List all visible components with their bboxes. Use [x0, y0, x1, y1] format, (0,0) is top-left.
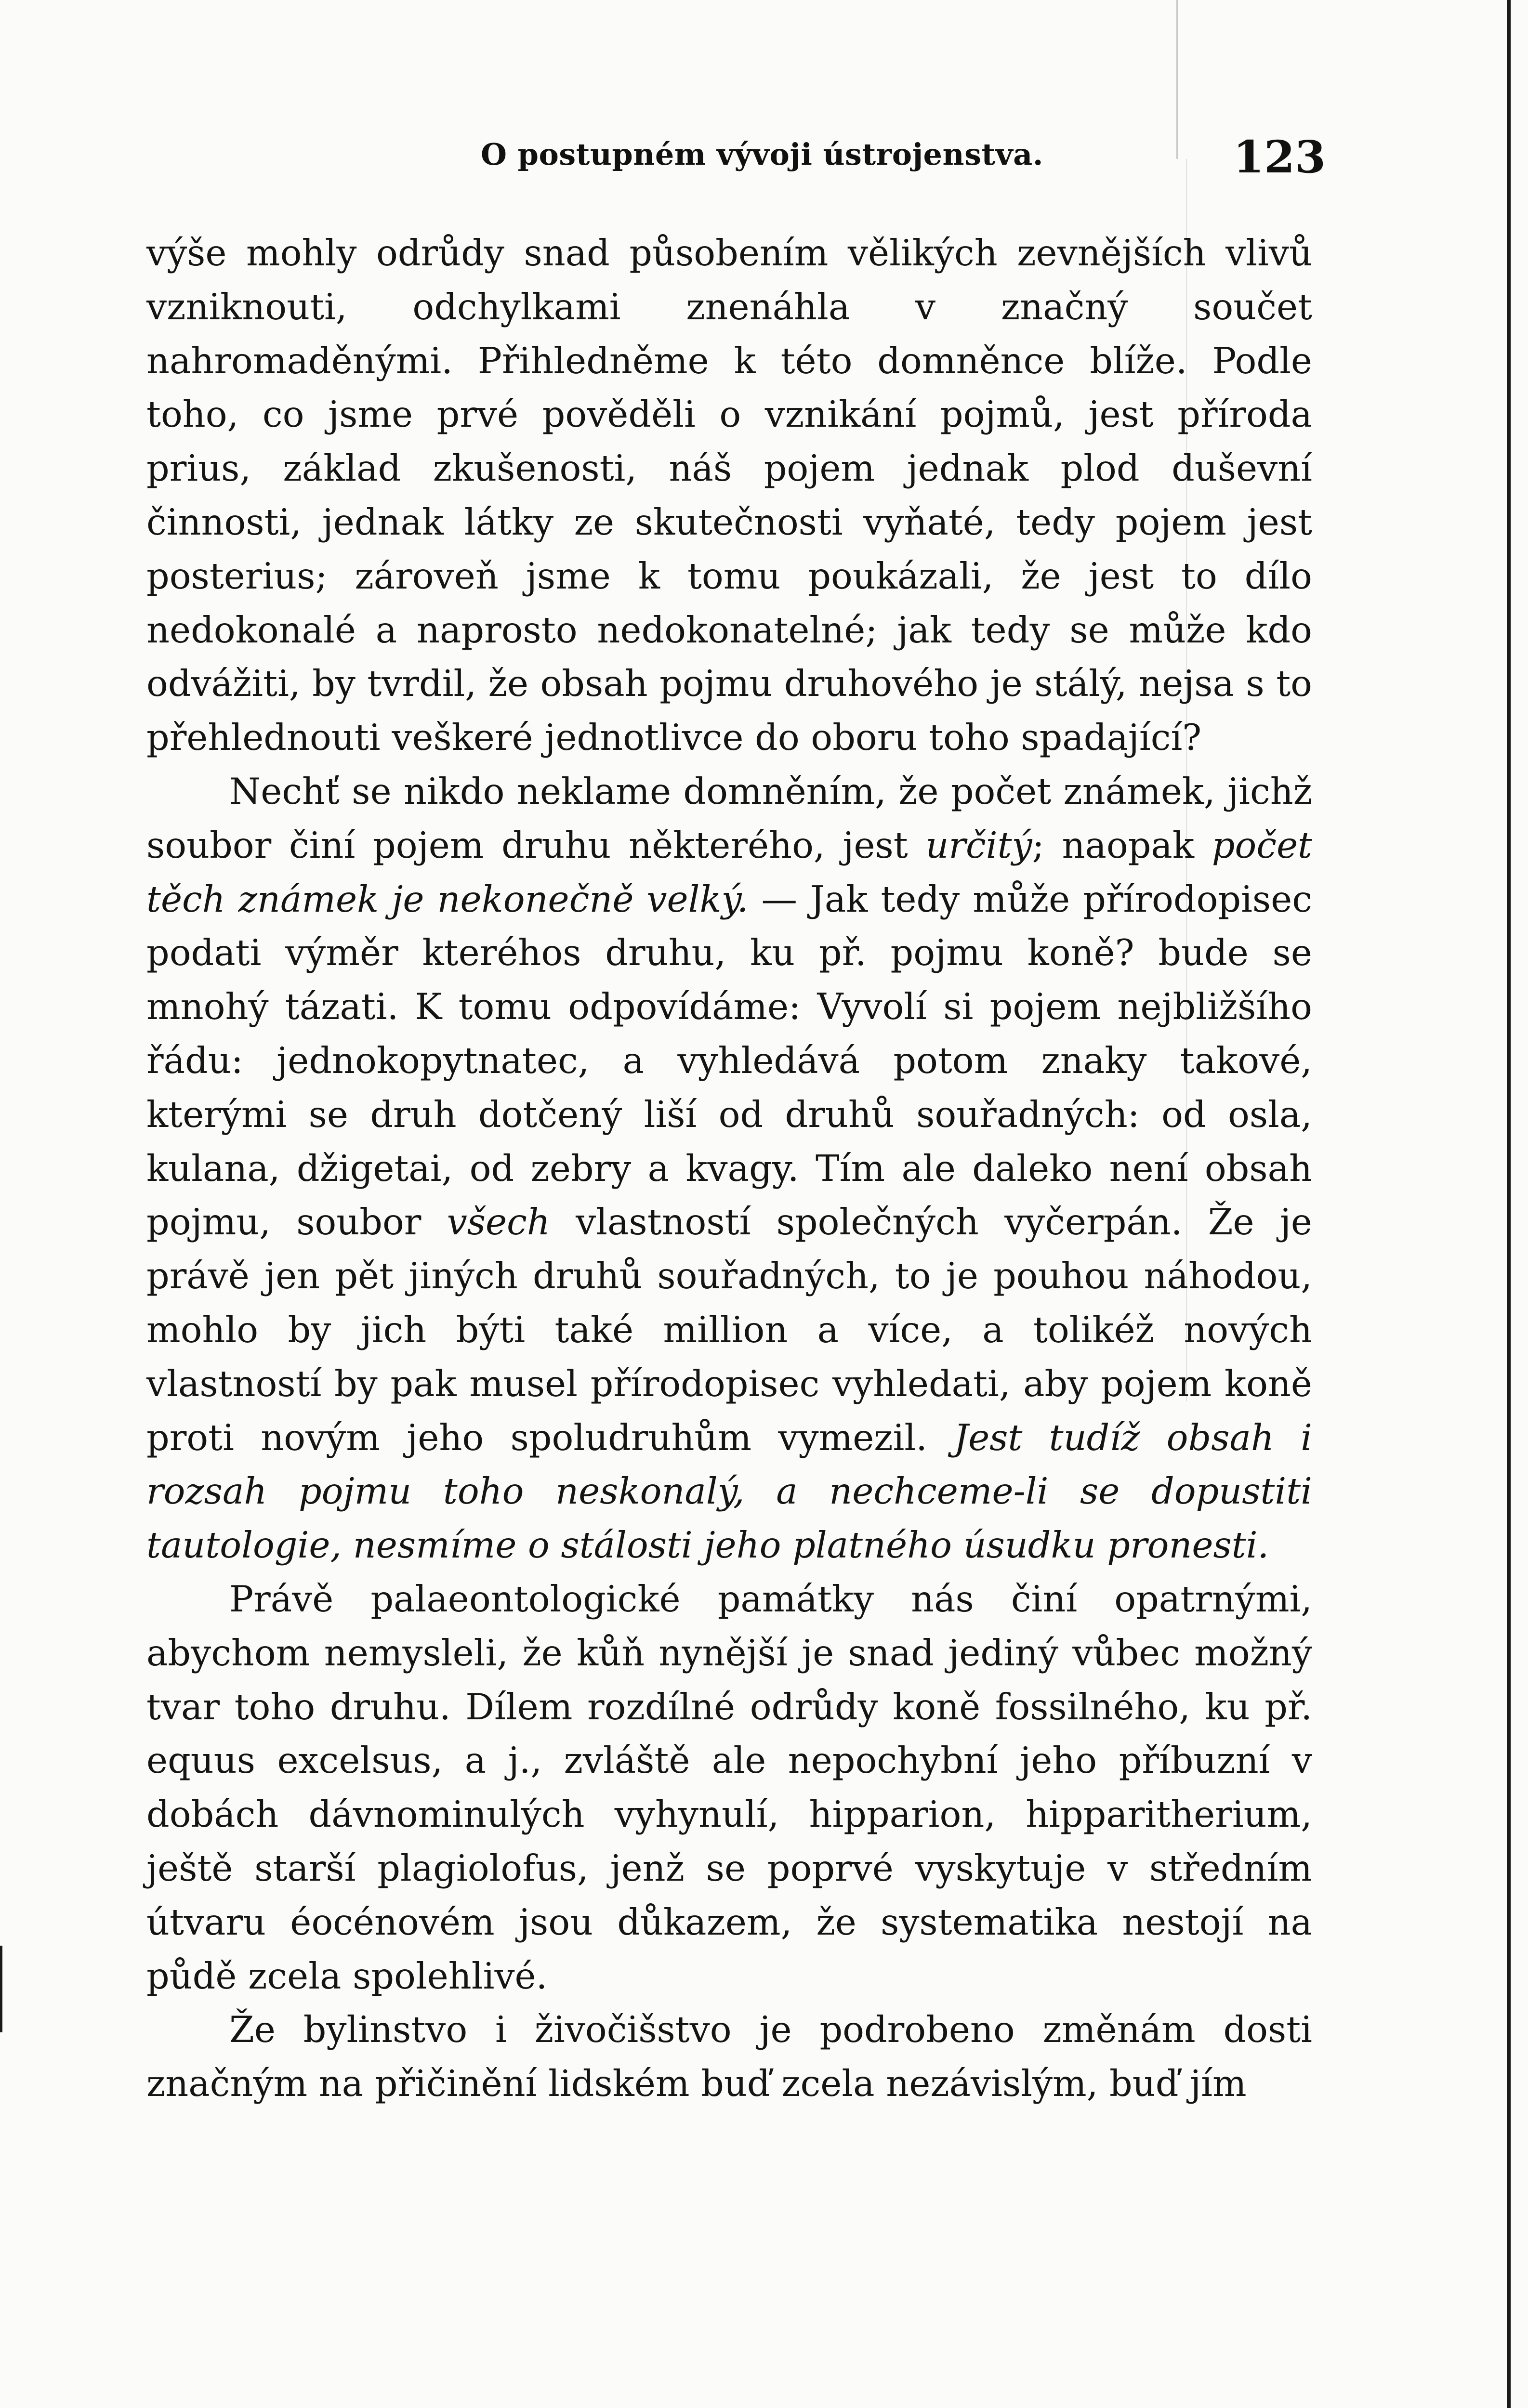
- paragraph-4: Že bylinstvo i živočišstvo je podrobeno změnám dosti značným na přičinění lidském buď zcela nezávislým, buď jím: [146, 2009, 1312, 2105]
- paragraph-1: výše mohly odrůdy snad působením vělikých zevnějších vlivů vzniknouti, odchylkami znenáhla v značný součet nahromaděnými. Přihledněme k této domněnce blíže. Podle toho, co jsme prvé pověděli o vznikání pojmů, jest příroda prius, základ zkušenosti, náš pojem jednak plod duševní činnosti, jednak látky ze skutečnosti vyňaté, tedy pojem jest posterius; zároveň jsme k tomu poukázali, že jest to dílo nedokonalé a naprosto nedokonatelné; jak tedy se může kdo odvážiti, by tvrdil, že obsah pojmu druhového je stálý, nejsa s to přehlednouti veškeré jednotlivce do oboru toho spadající?: [146, 232, 1312, 759]
- paragraph-3: Právě palaeontologické památky nás činí opatrnými, abychom nemysleli, že kůň nynější je snad jediný vůbec možný tvar toho druhu. Dílem rozdílné odrůdy koně fossilného, ku př. equus excelsus, a j., zvláště ale nepochybní jeho příbuzní v dobách dávnominulých vyhynulí, hipparion, hipparitherium, ještě starší plagiolofus, jenž se poprvé vyskytuje v středním útvaru éocénovém jsou důkazem, že systematika nestojí na půdě zcela spolehlivé.: [146, 1578, 1312, 1997]
- paragraph-2-emphasis-vsech: všech: [447, 1201, 550, 1243]
- paragraph-2-text-g: vlastností společných vyčerpán. Že je právě jen pět jiných druhů souřadných, to je pouhou náhodou, mohlo by jich býti také million a více, a tolikéž nových vlastností by pak musel přírodopisec vyhledati, aby pojem koně proti novým jeho spoludruhům vymezil.: [146, 1201, 1313, 1459]
- body-text: [146, 226, 1312, 2111]
- paragraph-2-text-a: Nechť se nikdo neklame domněním, že počet známek, jichž soubor činí pojem druhu některého, jest: [146, 770, 1312, 866]
- paragraph-2: [146, 765, 1312, 1572]
- paragraph-2-emphasis-conclusion: Jest tudíž obsah i rozsah pojmu toho neskonalý, a nechceme-li se dopustiti tautologie, nesmíme o stálosti jeho platného úsudku pronesti.: [146, 1416, 1312, 1567]
- running-title: O postupném vývoji ústrojenstva.: [481, 137, 1043, 172]
- page-left-edge-mark: [0, 1946, 2, 2032]
- page-number: 123: [1233, 131, 1326, 183]
- paragraph-2-emphasis-urcity: určitý: [925, 824, 1032, 866]
- page-right-edge-line: [1507, 0, 1511, 2408]
- paragraph-2-text-e: — Jak tedy může přírodopisec podati výměr kteréhos druhu, ku př. pojmu koně? bude se mnohý tázati. K tomu odpovídáme: Vyvolí si pojem nejbližšího řádu: jednokopytnatec, a vyhledává potom znaky takové, kterými se druh dotčený liší od druhů souřadných: od osla, kulana, džigetai, od zebry a kvagy. Tím ale daleko není obsah pojmu, soubor: [146, 878, 1312, 1243]
- paragraph-2-emphasis-pocet: počet těch známek je nekonečně velký.: [146, 824, 1312, 920]
- paragraph-2-text-c: ; naopak: [1032, 824, 1212, 866]
- page-header: [0, 130, 1528, 188]
